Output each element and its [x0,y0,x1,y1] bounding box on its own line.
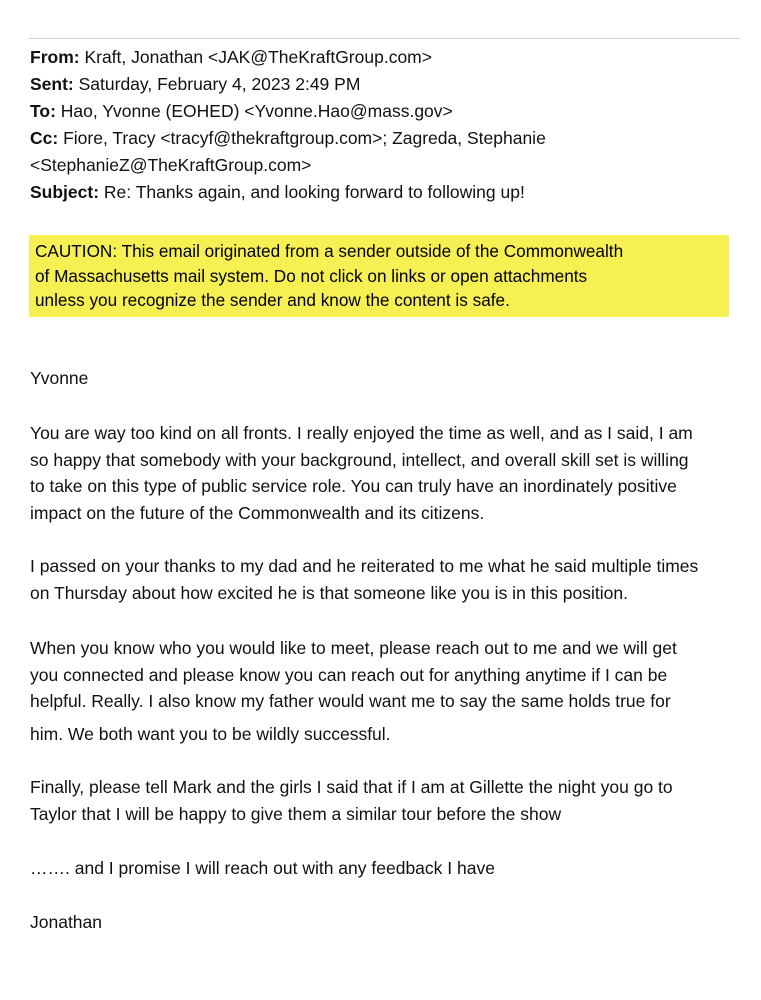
body-line: on Thursday about how excited he is that someone like you is in this position. [30,582,628,603]
email-header [30,44,750,206]
to-value: Hao, Yvonne (EOHED) <Yvonne.Hao@mass.gov> [60,101,453,121]
caution-banner [29,235,729,317]
body-line: When you know who you would like to meet, please reach out to me and we will get [30,638,677,658]
body-line: so happy that somebody with your background, intellect, and overall skill set is willing [30,449,689,470]
body-line: You are way too kind on all fronts. I really enjoyed the time as well, and as I said, I am [30,423,693,443]
from-value: Kraft, Jonathan <JAK@TheKraftGroup.com> [84,47,432,67]
sent-value: Saturday, February 4, 2023 2:49 PM [78,74,361,94]
body-line: him. We both want you to be wildly successful. [30,723,391,744]
body-line: I passed on your thanks to my dad and he reiterated to me what he said multiple times [30,556,699,576]
paragraph-3 [30,635,742,747]
greeting-text: Yvonne [30,368,89,388]
from-line [30,44,750,71]
cc-label: Cc: [30,128,59,148]
paragraph-4 [30,774,742,827]
header-divider [29,38,740,39]
cc-value: Fiore, Tracy <tracyf@thekraftgroup.com>; Zagreda, Stephanie [63,128,546,148]
to-line [30,98,750,125]
cc-value-continued: <StephanieZ@TheKraftGroup.com> [30,155,312,175]
caution-line: CAUTION: This email originated from a sender outside of the Commonwealth [35,241,624,261]
paragraph-1 [30,420,742,526]
cc-line [30,125,750,152]
body-line: to take on this type of public service role. You can truly have an inordinately positive [30,476,677,496]
from-label: From: [30,47,80,67]
body-line: you connected and please know you can reach out for anything anytime if I can be [30,664,668,685]
body-line: impact on the future of the Commonwealth and its citizens. [30,502,485,523]
body-line: Taylor that I will be happy to give them a similar tour before the show [30,803,562,824]
sent-line [30,71,750,98]
greeting [30,365,742,392]
paragraph-2 [30,553,742,606]
paragraph-5 [30,855,742,882]
body-line: Finally, please tell Mark and the girls I said that if I am at Gillette the night you go to [30,777,673,797]
cc-line-continued [30,152,750,179]
to-label: To: [30,101,56,121]
body-line: helpful. Really. I also know my father would want me to say the same holds true for [30,691,671,711]
sent-label: Sent: [30,74,74,94]
signature-name: Jonathan [30,912,103,932]
subject-line [30,179,750,206]
caution-line: unless you recognize the sender and know the content is safe. [35,290,510,310]
caution-line: of Massachusetts mail system. Do not click on links or open attachments [35,265,588,286]
body-line: ……. and I promise I will reach out with any feedback I have [30,858,495,878]
subject-label: Subject: [30,182,100,202]
subject-value: Re: Thanks again, and looking forward to following up! [103,182,525,202]
signature [30,909,742,936]
